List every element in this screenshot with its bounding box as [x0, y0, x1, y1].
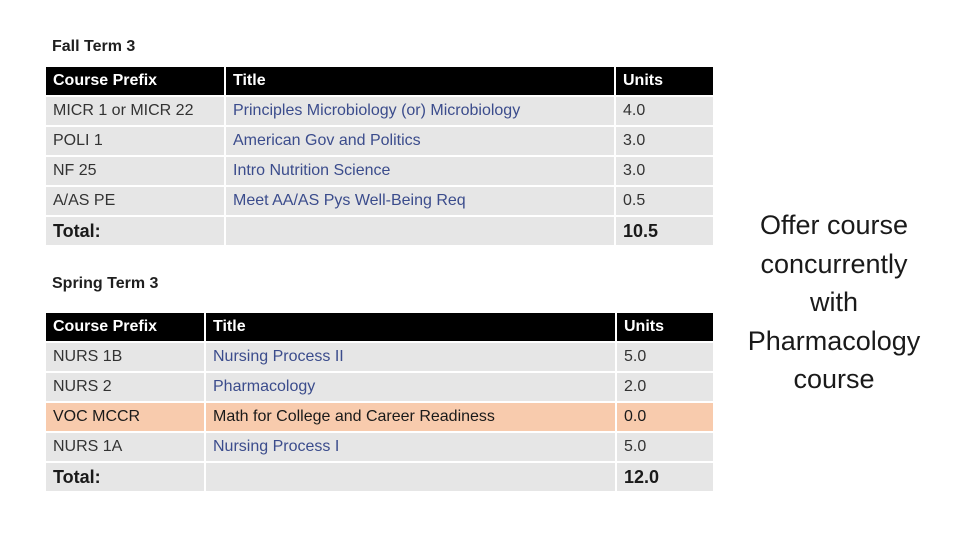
table-row [46, 343, 713, 371]
column-header-title: Title [226, 67, 614, 95]
course-units: 0.0 [617, 403, 713, 431]
course-prefix: NURS 2 [46, 373, 204, 401]
course-title: Intro Nutrition Science [226, 157, 614, 185]
side-note-line: with [809, 287, 858, 317]
column-header-prefix: Course Prefix [46, 67, 224, 95]
column-header-title: Title [206, 313, 615, 341]
table-row [46, 373, 713, 401]
course-title: Meet AA/AS Pys Well-Being Req [226, 187, 614, 215]
total-row [46, 217, 713, 245]
table-row [46, 433, 713, 461]
side-note-line: Offer course [759, 210, 909, 240]
table-row-highlighted [46, 403, 713, 431]
column-header-units: Units [616, 67, 713, 95]
side-note [734, 206, 934, 399]
course-units: 4.0 [616, 97, 713, 125]
course-prefix: VOC MCCR [46, 403, 204, 431]
course-units: 0.5 [616, 187, 713, 215]
table-row [46, 187, 713, 215]
course-prefix: A/AS PE [46, 187, 224, 215]
course-units: 2.0 [617, 373, 713, 401]
course-units: 3.0 [616, 127, 713, 155]
table-row [46, 97, 713, 125]
spring-term-heading: Spring Term 3 [52, 275, 159, 292]
course-units: 5.0 [617, 433, 713, 461]
table-row [46, 127, 713, 155]
side-note-line: concurrently [760, 248, 908, 279]
side-note-line: course [793, 364, 875, 394]
total-empty-cell [226, 217, 614, 245]
side-note-line: Pharmacology [747, 325, 921, 356]
total-units: 12.0 [617, 463, 713, 491]
column-header-prefix: Course Prefix [46, 313, 204, 341]
total-row [46, 463, 713, 491]
course-title: Nursing Process II [206, 343, 615, 371]
course-title: Nursing Process I [206, 433, 615, 461]
column-header-units: Units [617, 313, 713, 341]
course-prefix: MICR 1 or MICR 22 [46, 97, 224, 125]
table-header-row [46, 313, 713, 341]
fall-term-table [44, 65, 715, 247]
course-units: 3.0 [616, 157, 713, 185]
course-prefix: NURS 1B [46, 343, 204, 371]
course-prefix: NF 25 [46, 157, 224, 185]
total-empty-cell [206, 463, 615, 491]
course-title: Principles Microbiology (or) Microbiology [226, 97, 614, 125]
table-row [46, 157, 713, 185]
spring-term-table [44, 311, 715, 493]
course-title: Pharmacology [206, 373, 615, 401]
course-prefix: POLI 1 [46, 127, 224, 155]
course-units: 5.0 [617, 343, 713, 371]
total-label: Total: [46, 463, 204, 491]
course-title: American Gov and Politics [226, 127, 614, 155]
total-units: 10.5 [616, 217, 713, 245]
course-prefix: NURS 1A [46, 433, 204, 461]
fall-term-heading: Fall Term 3 [52, 38, 136, 55]
table-header-row [46, 67, 713, 95]
course-title: Math for College and Career Readiness [206, 403, 615, 431]
total-label: Total: [46, 217, 224, 245]
